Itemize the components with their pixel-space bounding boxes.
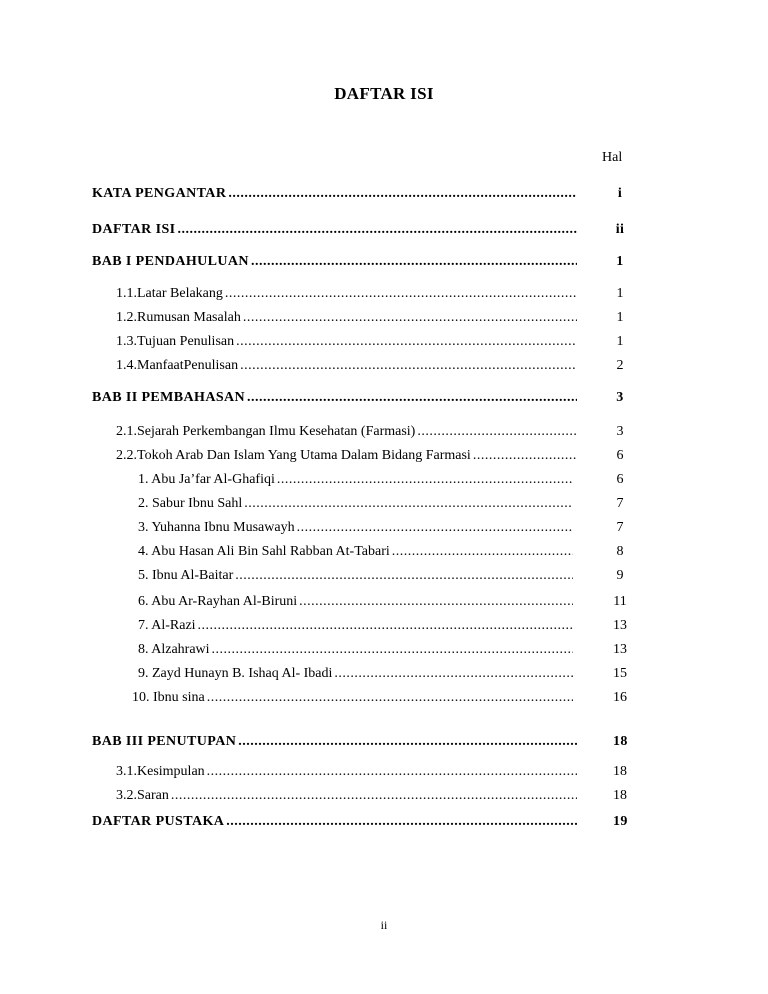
toc-entry-label: 2.1.Sejarah Perkembangan Ilmu Kesehatan (Farmasi) xyxy=(116,424,416,439)
toc-entry-page: 9 xyxy=(616,568,624,583)
toc-entry-label: DAFTAR PUSTAKA xyxy=(92,814,225,829)
toc-entry xyxy=(0,690,768,710)
toc-leader-dots xyxy=(251,254,577,270)
toc-entry xyxy=(0,666,768,686)
toc-entry xyxy=(0,358,768,378)
toc-entry-text xyxy=(92,222,577,238)
toc-entry xyxy=(0,642,768,662)
toc-leader-dots xyxy=(243,310,577,326)
toc-leader-dots xyxy=(244,496,573,512)
toc-entry-text xyxy=(116,334,577,350)
toc-entry xyxy=(0,520,768,540)
footer-page-number: ii xyxy=(380,918,388,932)
toc-leader-dots xyxy=(392,544,573,560)
toc-entry-text xyxy=(116,764,577,780)
toc-entry-text xyxy=(138,544,573,560)
toc-leader-dots xyxy=(240,358,577,374)
toc-entry-text xyxy=(92,186,577,202)
toc-entry-label: 8. Alzahrawi xyxy=(138,642,210,657)
toc-leader-dots xyxy=(207,690,573,706)
toc-leader-dots xyxy=(238,734,577,750)
toc-entry-text xyxy=(138,618,573,634)
toc-entry xyxy=(0,222,768,242)
toc-entry-label: 1.2.Rumusan Masalah xyxy=(116,310,241,325)
toc-entry-label: 10. Ibnu sina xyxy=(132,690,205,705)
toc-entry-page: 18 xyxy=(613,734,628,749)
toc-entry-label: 5. Ibnu Al-Baitar xyxy=(138,568,234,583)
toc-entry xyxy=(0,424,768,444)
toc-entry-text xyxy=(92,390,577,406)
toc-entry-label: BAB I PENDAHULUAN xyxy=(92,254,249,269)
toc-leader-dots xyxy=(473,448,577,464)
toc-entry-text xyxy=(138,642,573,658)
toc-entry-label: 2. Sabur Ibnu Sahl xyxy=(138,496,243,511)
toc-entry-text xyxy=(138,666,573,682)
toc-entry-text xyxy=(138,520,573,536)
toc-entry-text xyxy=(116,448,577,464)
toc-entry-page: 1 xyxy=(616,334,624,349)
toc-leader-dots xyxy=(228,186,577,202)
toc-entry-page: 18 xyxy=(613,764,627,779)
toc-entry-page: 6 xyxy=(616,448,624,463)
toc-leader-dots xyxy=(235,568,573,584)
toc-leader-dots xyxy=(207,764,577,780)
toc-entry xyxy=(0,594,768,614)
toc-entry-page: 13 xyxy=(613,618,627,633)
toc-entry-text xyxy=(116,424,577,440)
toc-entry-page: 19 xyxy=(613,814,628,829)
toc-entry-text xyxy=(116,310,577,326)
toc-entry-text xyxy=(138,496,573,512)
toc-entry-label: 1.3.Tujuan Penulisan xyxy=(116,334,235,349)
toc-entry-text xyxy=(116,286,577,302)
toc-entry-page: 11 xyxy=(613,594,627,609)
toc-entry-label: 4. Abu Hasan Ali Bin Sahl Rabban At-Tabari xyxy=(138,544,390,559)
toc-entry-text xyxy=(138,594,573,610)
toc-entry xyxy=(0,186,768,206)
toc-entry-page: 8 xyxy=(616,544,624,559)
toc-entry-text xyxy=(138,472,573,488)
toc-entry-label: 9. Zayd Hunayn B. Ishaq Al- Ibadi xyxy=(138,666,333,681)
toc-entry-label: KATA PENGANTAR xyxy=(92,186,227,201)
toc-leader-dots xyxy=(226,814,577,830)
toc-entry-label: 7. Al-Razi xyxy=(138,618,196,633)
toc-entry-label: BAB II PEMBAHASAN xyxy=(92,390,246,405)
toc-leader-dots xyxy=(277,472,573,488)
toc-entry-text xyxy=(132,690,573,706)
toc-entry-text xyxy=(92,814,577,830)
toc-entry xyxy=(0,764,768,784)
toc-entry-page: 15 xyxy=(613,666,627,681)
toc-entry-label: 2.2.Tokoh Arab Dan Islam Yang Utama Dalam Bidang Farmasi xyxy=(116,448,471,463)
toc-leader-dots xyxy=(297,520,573,536)
toc-entry-page: 2 xyxy=(616,358,624,373)
toc-entry-page: 3 xyxy=(616,424,624,439)
toc-entry-text xyxy=(116,358,577,374)
toc-entry-label: 1.1.Latar Belakang xyxy=(116,286,223,301)
toc-entry-text xyxy=(92,254,577,270)
toc-leader-dots xyxy=(171,788,577,804)
toc-leader-dots xyxy=(177,222,577,238)
toc-entry xyxy=(0,286,768,306)
toc-entry-label: 6. Abu Ar-Rayhan Al-Biruni xyxy=(138,594,298,609)
toc-entry-label: 3.2.Saran xyxy=(116,788,169,803)
page-title: DAFTAR ISI xyxy=(334,84,434,103)
toc-entry-page: i xyxy=(617,186,623,201)
toc-entry-page: 1 xyxy=(616,310,624,325)
hal-label: Hal xyxy=(602,150,623,165)
toc-entry xyxy=(0,788,768,808)
toc-leader-dots xyxy=(225,286,577,302)
toc-entry-text xyxy=(138,568,573,584)
toc-entry-page: 1 xyxy=(616,254,624,269)
toc-entry-text xyxy=(116,788,577,804)
toc-entry xyxy=(0,472,768,492)
toc-entry-page: 1 xyxy=(616,286,624,301)
toc-entry xyxy=(0,618,768,638)
toc-entry-page: 7 xyxy=(616,496,624,511)
toc-entry xyxy=(0,390,768,410)
toc-entry-label: DAFTAR ISI xyxy=(92,222,176,237)
toc-entry-page: 7 xyxy=(616,520,624,535)
toc-leader-dots xyxy=(236,334,577,350)
toc-entry xyxy=(0,334,768,354)
toc-leader-dots xyxy=(299,594,573,610)
toc-entry-label: 3. Yuhanna Ibnu Musawayh xyxy=(138,520,295,535)
toc-entry xyxy=(0,496,768,516)
toc-entry-label: 1. Abu Ja’far Al-Ghafiqi xyxy=(138,472,275,487)
toc-entry-page: 3 xyxy=(616,390,624,405)
toc-entry xyxy=(0,734,768,754)
toc-entry xyxy=(0,544,768,564)
toc-entry-label: 1.4.ManfaatPenulisan xyxy=(116,358,239,373)
toc-leader-dots xyxy=(247,390,577,406)
toc-entry-page: ii xyxy=(615,222,625,237)
toc-leader-dots xyxy=(334,666,573,682)
toc-entry-page: 13 xyxy=(613,642,627,657)
toc-entry-page: 18 xyxy=(613,788,627,803)
toc-leader-dots xyxy=(212,642,573,658)
toc-entry xyxy=(0,448,768,468)
toc-entry-page: 6 xyxy=(616,472,624,487)
toc-entry-text xyxy=(92,734,577,750)
toc-entry xyxy=(0,254,768,274)
toc-entry-page: 16 xyxy=(613,690,627,705)
toc-entry-label: 3.1.Kesimpulan xyxy=(116,764,205,779)
toc-leader-dots xyxy=(198,618,573,634)
toc-entry xyxy=(0,310,768,330)
toc-entry xyxy=(0,568,768,588)
toc-entry xyxy=(0,814,768,834)
toc-entry-label: BAB III PENUTUPAN xyxy=(92,734,237,749)
toc-leader-dots xyxy=(417,424,577,440)
